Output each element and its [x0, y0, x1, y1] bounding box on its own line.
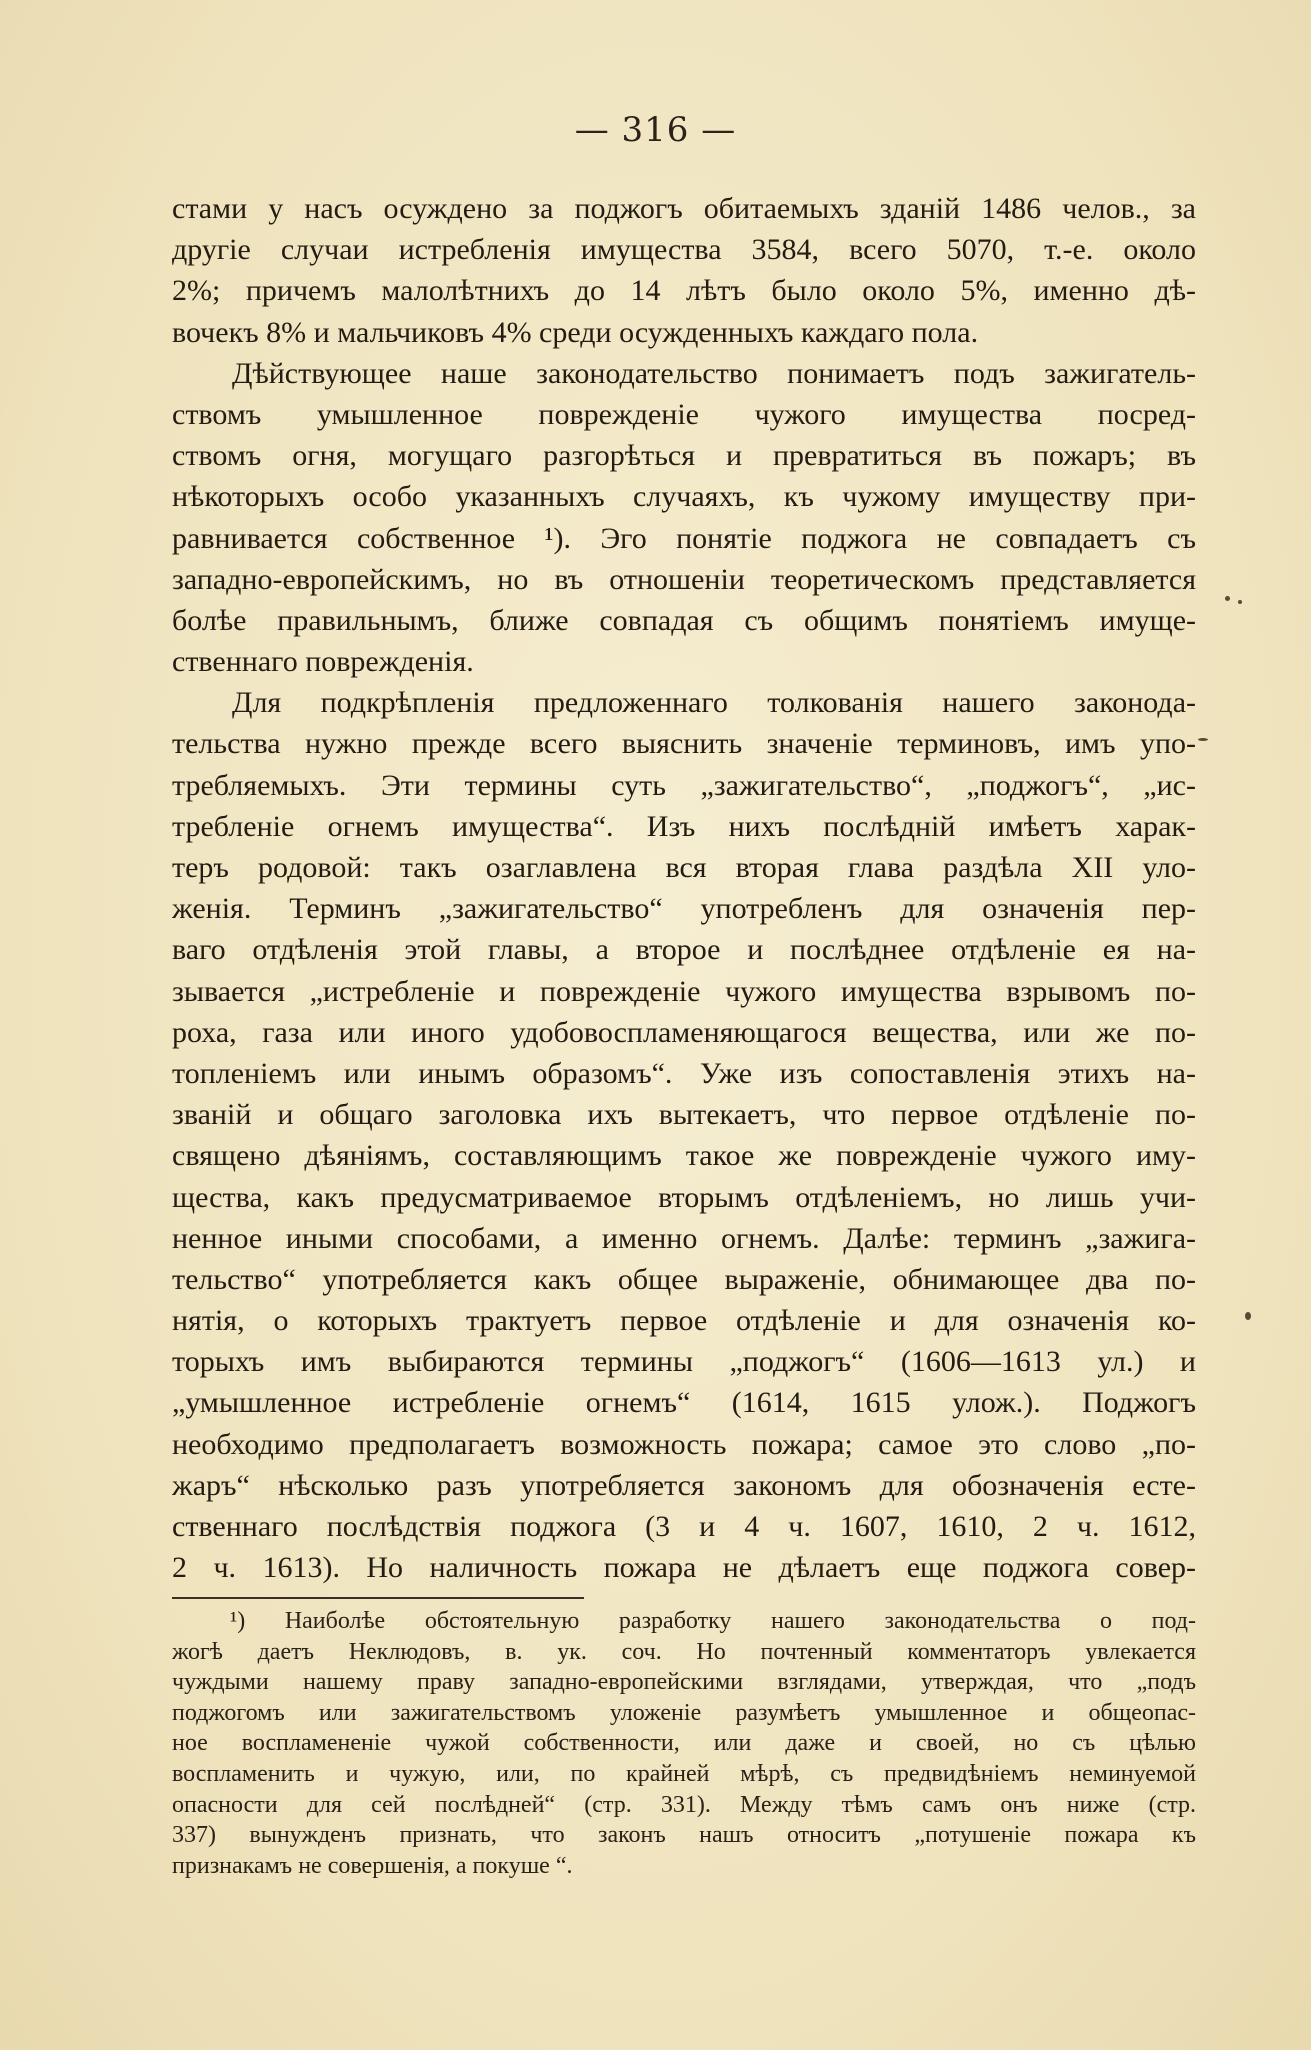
text-line: званій и общаго заголовка ихъ вытекаетъ, что первое отдѣленіе по-: [172, 1098, 1196, 1132]
text-line: Для подкрѣпленія предложеннаго толкованія нашего законода-: [232, 686, 1196, 720]
text-line: необходимо предполагаетъ возможность пожара; самое это слово „по-: [172, 1427, 1196, 1461]
text-line: нѣкоторыхъ особо указанныхъ случаяхъ, къ чужому имуществу при-: [172, 480, 1196, 514]
print-speck: [1198, 738, 1208, 741]
footnote-line: ¹) Наиболѣе обстоятельную разработку нашего законодательства о под-: [230, 1608, 1196, 1634]
text-line: ствомъ умышленное поврежденіе чужого имущества посред-: [172, 397, 1196, 431]
text-line: щества, какъ предусматриваемое вторымъ отдѣленіемъ, но лишь учи-: [172, 1180, 1196, 1214]
text-line: 2 ч. 1613). Но наличность пожара не дѣлаетъ еще поджога совер-: [172, 1551, 1196, 1585]
footnote-line: опасности для сей послѣдней“ (стр. 331). Между тѣмъ самъ онъ ниже (стр.: [172, 1791, 1196, 1818]
footnote-line: признакамъ не совершенія, а покуше “.: [172, 1852, 573, 1879]
text-line: зывается „истребленіе и поврежденіе чужого имущества взрывомъ по-: [172, 974, 1196, 1008]
text-line: нятія, о которыхъ трактуетъ первое отдѣленіе и для означенія ко-: [172, 1304, 1196, 1338]
main-text: [172, 188, 1196, 1588]
footnote-line: жогѣ даетъ Неклюдовъ, в. ук. соч. Но почтенный комментаторъ увлекается: [172, 1638, 1196, 1665]
text-line: стами у насъ осуждено за поджогъ обитаемыхъ зданій 1486 челов., за: [172, 192, 1196, 225]
text-line: требляемыхъ. Эти термины суть „зажигательство“, „поджогъ“, „ис-: [172, 768, 1196, 802]
text-line: „умышленное истребленіе огнемъ“ (1614, 1615 улож.). Поджогъ: [172, 1386, 1196, 1420]
text-line: вочекъ 8% и мальчиковъ 4% среди осужденныхъ каждаго пола.: [172, 315, 979, 349]
footnote-line: ное воспламененіе чужой собственности, или даже и своей, но съ цѣлью: [172, 1730, 1196, 1757]
print-speck: [1238, 600, 1242, 604]
text-line: ственнаго поврежденія.: [172, 645, 474, 679]
footnote-line: чуждыми нашему праву западно-европейскими взглядами, утверждая, что „подъ: [172, 1669, 1196, 1696]
footnote-line: воспламенить и чужую, или, по крайней мѣрѣ, съ предвидѣніемъ неминуемой: [172, 1760, 1196, 1787]
text-line: теръ родовой: такъ озаглавлена вся вторая глава раздѣла XII уло-: [172, 851, 1196, 884]
page-number: — 316 —: [574, 110, 737, 150]
text-line: ствомъ огня, могущаго разгорѣться и превратиться въ пожаръ; въ: [172, 439, 1196, 473]
footnote-line: 337) вынужденъ признать, что законъ нашъ относитъ „потушеніе пожара къ: [172, 1822, 1196, 1849]
footnotes: [172, 1606, 1196, 1881]
text-line: ненное иными способами, а именно огнемъ. Далѣе: терминъ „зажига-: [172, 1221, 1196, 1255]
text-line: западно-европейскимъ, но въ отношеніи теоретическомъ представляется: [172, 562, 1196, 596]
text-line: роха, газа или иного удобовоспламеняющагося вещества, или же по-: [172, 1015, 1196, 1049]
text-line: тельство“ употребляется какъ общее выраженіе, обнимающее два по-: [172, 1262, 1196, 1296]
text-line: топленіемъ или инымъ образомъ“. Уже изъ сопоставленія этихъ на-: [172, 1056, 1196, 1090]
text-line: тельства нужно прежде всего выяснить значеніе терминовъ, имъ упо-: [172, 727, 1196, 761]
text-line: требленіе огнемъ имущества“. Изъ нихъ послѣдній имѣетъ харак-: [172, 809, 1196, 843]
text-line: 2%; причемъ малолѣтнихъ до 14 лѣтъ было около 5%, именно дѣ-: [172, 274, 1196, 308]
text-line: женія. Терминъ „зажигательство“ употребленъ для означенія пер-: [172, 892, 1196, 926]
text-line: ваго отдѣленія этой главы, а второе и послѣднее отдѣленіе ея на-: [172, 933, 1196, 967]
footnote-line: поджогомъ или зажигательствомъ уложеніе разумѣетъ умышленное и общеопас-: [172, 1699, 1196, 1726]
text-line: священо дѣяніямъ, составляющимъ такое же поврежденіе чужого иму-: [172, 1139, 1196, 1173]
text-line: ственнаго послѣдствія поджога (3 и 4 ч. 1607, 1610, 2 ч. 1612,: [172, 1510, 1196, 1543]
footnote-divider: [172, 1597, 584, 1599]
text-line: болѣе правильнымъ, ближе совпадая съ общимъ понятіемъ имуще-: [172, 603, 1196, 637]
text-line: торыхъ имъ выбираются термины „поджогъ“ (1606—1613 ул.) и: [172, 1345, 1196, 1379]
print-speck: [1245, 1312, 1251, 1320]
text-line: жаръ“ нѣсколько разъ употребляется закономъ для обозначенія есте-: [172, 1468, 1196, 1502]
text-line: другіе случаи истребленія имущества 3584, всего 5070, т.-е. около: [172, 233, 1196, 267]
text-line: равнивается собственное ¹). Эго понятіе поджога не совпадаетъ съ: [172, 521, 1196, 555]
print-speck: [1225, 596, 1230, 601]
text-line: Дѣйствующее наше законодательство понимаетъ подъ зажигатель-: [232, 356, 1196, 390]
